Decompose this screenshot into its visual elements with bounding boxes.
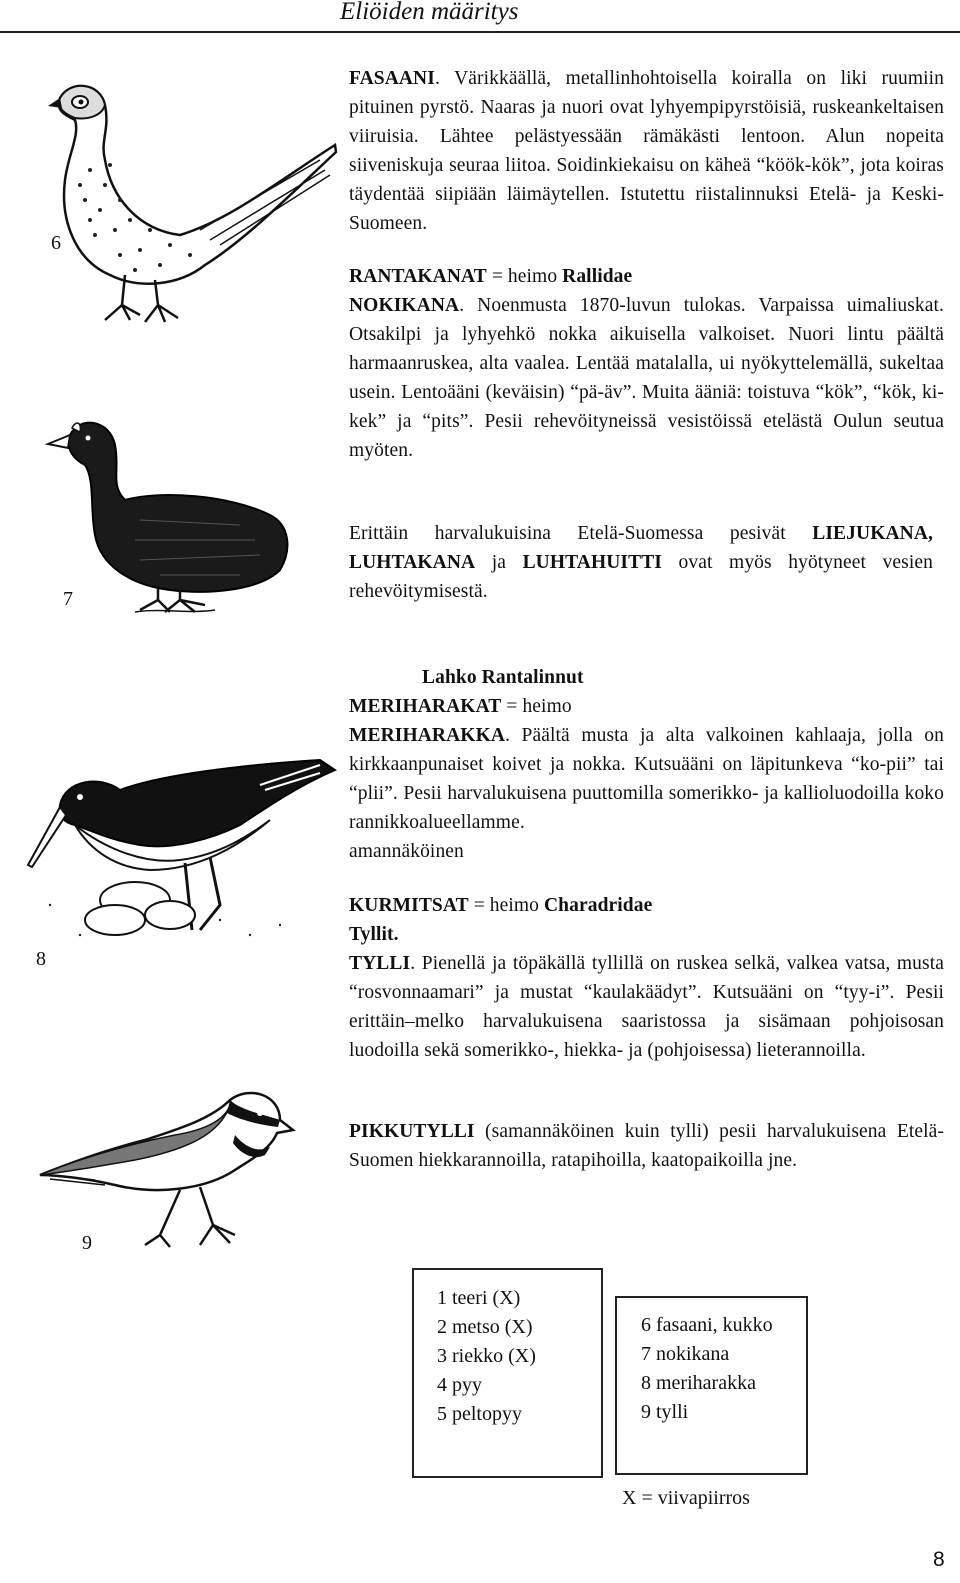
rantakanat-heading: [349, 262, 944, 291]
fasaani-name: FASAANI: [349, 68, 435, 89]
meriharakka-paragraph: [349, 721, 944, 866]
figure-label-8: 8: [36, 948, 46, 970]
key-item: 2 metso (X): [437, 1316, 533, 1338]
tylli-paragraph: [349, 949, 944, 1065]
kurmitsat-sub: Tyllit.: [349, 924, 399, 945]
rare-text-3: ovat myös hyötyneet vesien rehevöitymisestä.: [349, 552, 933, 602]
rare-text-2: ja: [475, 552, 523, 573]
meriharakka-text: . Päältä musta ja alta valkoinen kahlaaja, jolla on kirkkaanpunaiset koivet ja nokka. Kutsuääni on läpitunkeva “ko-pii” tai “plii”. Pesii harvalukuisena puuttomilla somerikko- ja kallioluodoilla koko rannikkoalueellamme.: [349, 725, 944, 833]
tylli-name: TYLLI: [349, 953, 411, 974]
key-item: 6 fasaani, kukko: [641, 1314, 773, 1336]
pheasant-illustration: [30, 70, 340, 330]
rantakanat-group: RANTAKANAT: [349, 266, 487, 287]
kurmitsat-family: Charadridae: [543, 895, 653, 916]
rare-bold-1: LIEJUKANA, LUHTAKANA: [349, 523, 933, 573]
nokikana-text: . Noenmusta 1870-luvun tulokas. Varpaissa uimaliuskat. Otsakilpi ja lyhyehkö nokka aikuisella valkoiset. Nuori lintu päältä harmaanruskea, alta vaalea. Lentää matalalla, ui nyökyttelemällä, sukeltaa usein. Lentoääni (keväisin) “pä-äv”. Muita ääniä: toistuva “kök”, “kök, ki-kek” ja “pits”. Pesii rehevöityneissä vesistöissä etelästä Oulun seutua myöten.: [349, 295, 944, 461]
figure-label-7: 7: [63, 588, 73, 610]
meriharakat-eq: = heimo: [501, 696, 572, 717]
rare-text-1: Erittäin harvalukuisina Etelä-Suomessa pesivät: [349, 523, 813, 544]
rantakanat-eq: = heimo: [486, 266, 563, 287]
key-item: 7 nokikana: [641, 1343, 730, 1365]
pikkutylli-text: (samannäköinen kuin tylli) pesii harvalukuisena Etelä-Suomen hiekkarannoilla, ratapihoilla, kaatopaikoilla jne.: [349, 1121, 944, 1171]
key-item: 1 teeri (X): [437, 1287, 521, 1309]
tylli-text: . Pienellä ja töpäkällä tyllillä on ruskea selkä, valkea vatsa, musta “rosvonnaamari” ja mustat “kaulakäädyt”. Kutsuääni on “tyy-i”. Pesii erittäin–melko harvalukuisena saaristossa ja sisämaan pohjoisosan luodoilla sekä somerikko-, hiekka- ja (pohjoisessa) lieterannoilla.: [349, 953, 944, 1061]
page-number: 8: [933, 1548, 945, 1571]
pikkutylli-name: PIKKUTYLLI: [349, 1121, 475, 1142]
key-box-2: [615, 1296, 808, 1475]
meriharakat-group: MERIHARAKAT: [349, 696, 502, 717]
fasaani-paragraph: [349, 64, 944, 238]
coot-illustration: [40, 400, 300, 620]
page-header-title: Eliöiden määritys: [340, 0, 519, 25]
nokikana-name: NOKIKANA: [349, 295, 460, 316]
rare-bold-2: LUHTAHUITTI: [522, 552, 663, 573]
key-box-1: [412, 1268, 603, 1478]
key-item: 8 meriharakka: [641, 1372, 756, 1394]
rantakanat-family: Rallidae: [562, 266, 633, 287]
meriharakka-stray: amannäköinen: [349, 841, 464, 862]
meriharakat-heading: [349, 692, 944, 721]
pikkutylli-paragraph: [349, 1117, 944, 1175]
kurmitsat-eq: = heimo: [468, 895, 544, 916]
key-item: 3 riekko (X): [437, 1345, 536, 1367]
key-item: 4 pyy: [437, 1374, 482, 1396]
rare-rails-paragraph: [349, 519, 933, 606]
figure-label-6: 6: [51, 232, 61, 254]
key-note: X = viivapiirros: [622, 1487, 750, 1509]
kurmitsat-heading: [349, 891, 944, 949]
key-item: 9 tylli: [641, 1401, 689, 1423]
header-rule: [0, 31, 960, 33]
key-item: 5 peltopyy: [437, 1403, 522, 1425]
nokikana-paragraph: [349, 291, 944, 465]
lahko-title: Lahko Rantalinnut: [422, 667, 584, 688]
figure-label-9: 9: [82, 1232, 92, 1254]
meriharakka-name: MERIHARAKKA: [349, 725, 506, 746]
plover-illustration: [35, 1075, 295, 1260]
kurmitsat-group: KURMITSAT: [349, 895, 469, 916]
fasaani-text: . Värikkäällä, metallinhohtoisella koiralla on liki ruumiin pituinen pyrstö. Naaras ja nuori ovat lyhyempipyrstöisiä, ruskeankeltaisen viiruisia. Lähtee pelästyessään rämäkästi lentoon. Alun nopeita siiveniskuja seuraa liitoa. Soidinkiekaisu on käheä “köök-kök”, jota koiras täydentää siipiään läimäytellen. Istutettu riistalinnuksi Etelä- ja Keski-Suomeen.: [349, 68, 944, 234]
oystercatcher-illustration: [20, 745, 340, 945]
